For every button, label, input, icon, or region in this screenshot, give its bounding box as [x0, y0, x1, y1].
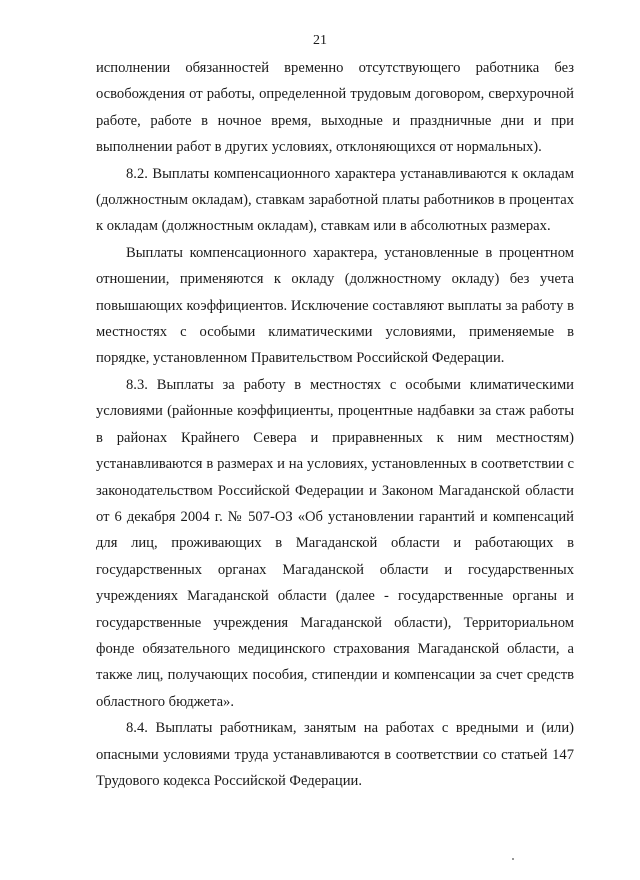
paragraph-8-3: 8.3. Выплаты за работу в местностях с особыми климатическими условиями (районные коэффициенты, процентные надбавки за стаж работы в районах Крайнего Севера и приравненных к ним местностям) устанавливаются в размерах и на условиях, установленных в соответствии с законодательством Российской Федерации и Законом Магаданской области от 6 декабря 2004 г. № 507-ОЗ «Об установлении гарантий и компенсаций для лиц, проживающих в Магаданской области и работающих в государственных органах Магаданской области и государственных учреждениях Магаданской области (далее - государственные органы и государственные учреждения Магаданской области), Территориальном фонде обязательного медицинского страхования Магаданской области, а также лиц, получающих пособия, стипендии и компенсации за счет средств областного бюджета». — [96, 376, 574, 710]
page-number: 21 — [313, 33, 327, 48]
paragraph-8-4: 8.4. Выплаты работникам, занятым на работах с вредными и (или) опасными условиями труда устанавливаются в соответствии со статьей 147 Трудового кодекса Российской Федерации. — [96, 720, 574, 789]
paragraph-continuation: исполнении обязанностей временно отсутствующего работника без освобождения от работы, определенной трудовым договором, сверхурочной работе, работе в ночное время, выходные и праздничные дни и при выполнении работ в других условиях, отклоняющихся от нормальных). — [96, 60, 574, 156]
scan-speck — [512, 858, 514, 860]
paragraph-8-2: 8.2. Выплаты компенсационного характера устанавливаются к окладам (должностным окладам), ставкам заработной платы работников в процентах к окладам (должностным окладам), ставкам или в абсолютных размерах. — [96, 165, 574, 235]
document-body — [96, 55, 574, 794]
paragraph-8-2-percent: Выплаты компенсационного характера, установленные в процентном отношении, применяются к окладу (должностному окладу) без учета повышающих коэффициентов. Исключение составляют выплаты за работу в местностях с особыми климатическими условиями, применяемые в порядке, установленном Правительством Российской Федерации. — [96, 244, 574, 367]
